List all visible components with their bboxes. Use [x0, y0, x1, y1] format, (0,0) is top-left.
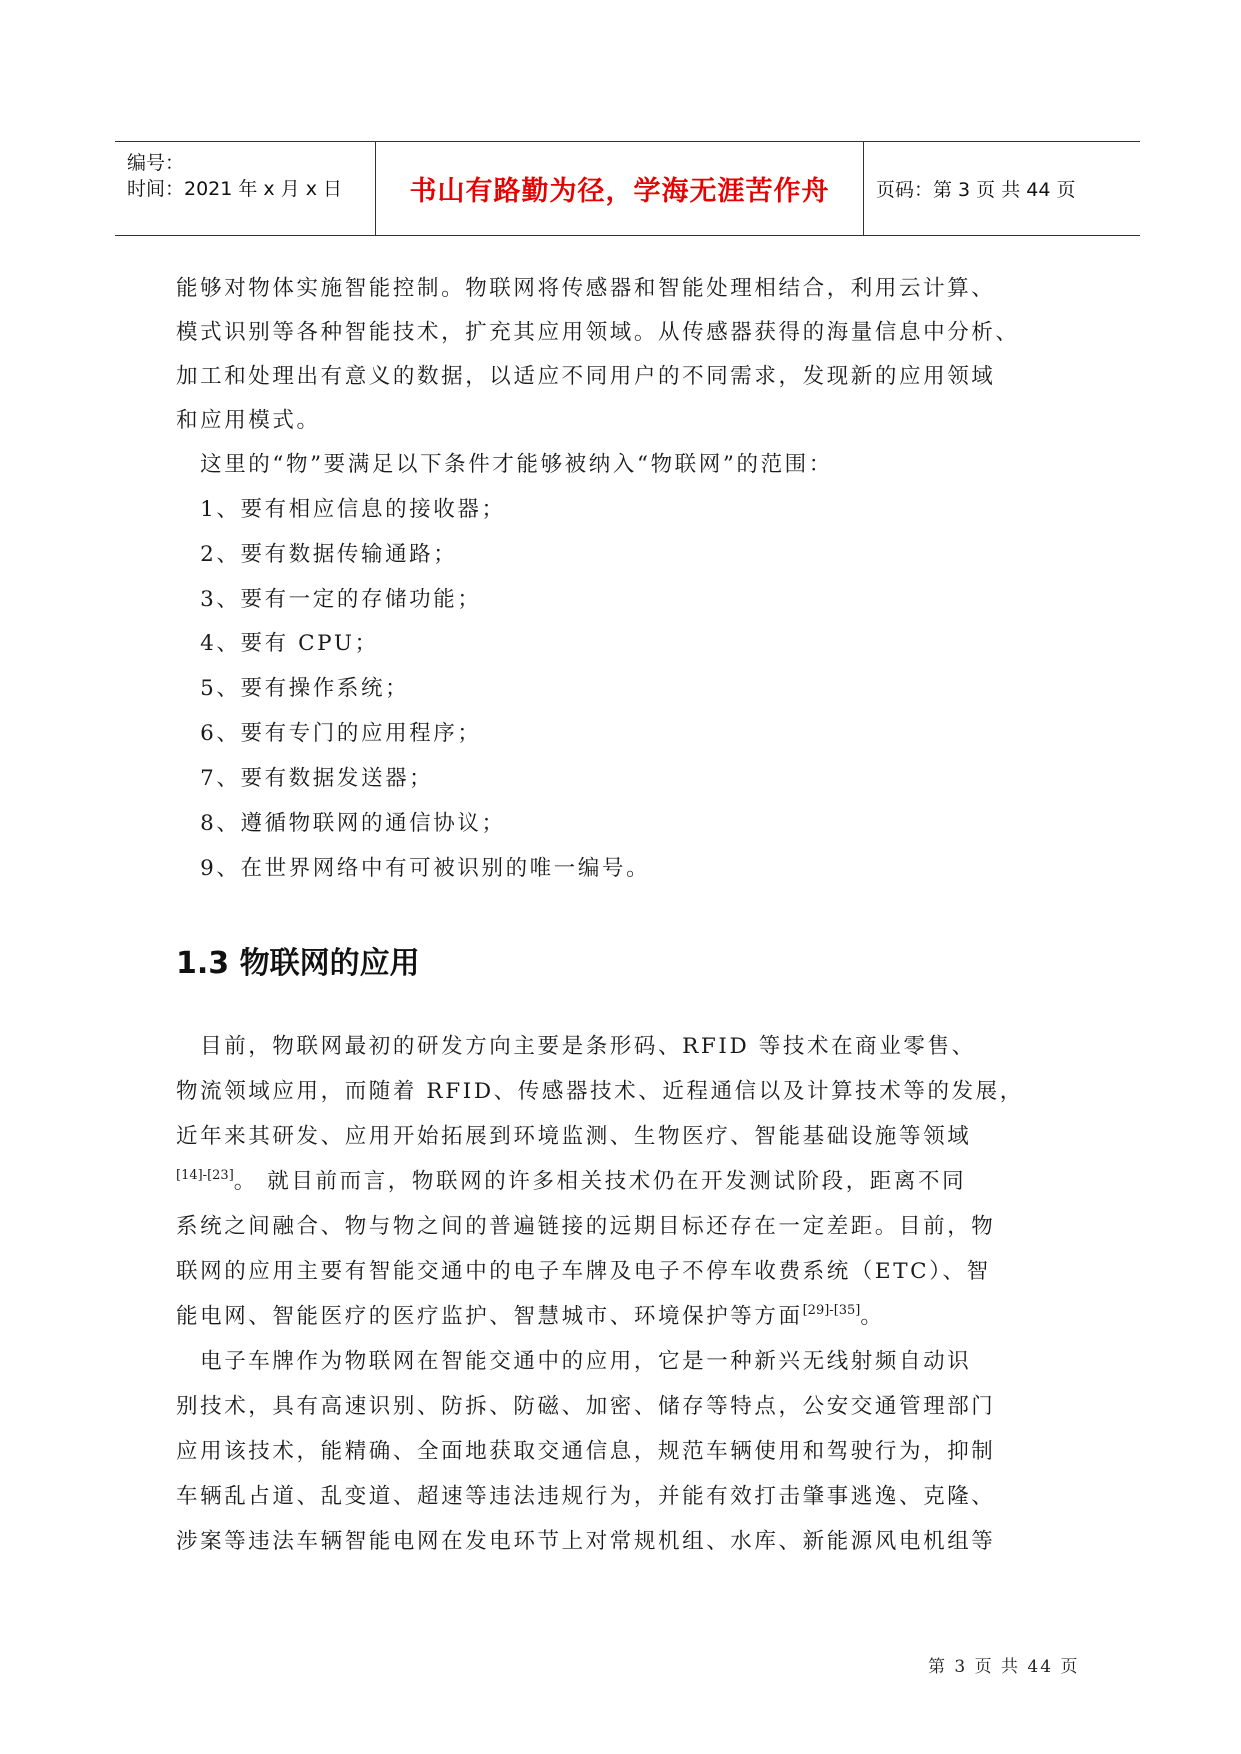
condition-item: 9、在世界网络中有可被识别的唯一编号。	[176, 856, 651, 881]
condition-item: 5、要有操作系统；	[176, 676, 410, 701]
page-footer: 第 3 页 共 44 页	[928, 1657, 1080, 1677]
body-line: 模式识别等各种智能技术，扩充其应用领域。从传感器获得的海量信息中分析、	[176, 320, 1020, 345]
header-time-label: 时间：2021 年 x 月 x 日	[127, 178, 343, 200]
body-line: 别技术，具有高速识别、防拆、防磁、加密、储存等特点，公安交通管理部门	[176, 1394, 996, 1419]
citation-ref: [29]-[35]	[802, 1303, 861, 1318]
condition-item: 7、要有数据发送器；	[176, 766, 434, 791]
body-line: 电子车牌作为物联网在智能交通中的应用，它是一种新兴无线射频自动识	[176, 1349, 972, 1374]
header-motto: 书山有路勤为径，学海无涯苦作舟	[375, 142, 864, 235]
page-header	[115, 141, 1140, 236]
condition-item: 3、要有一定的存储功能；	[176, 587, 482, 612]
body-line	[176, 1164, 966, 1195]
body-line-text: 。 就目前而言，物联网的许多相关技术仍在开发测试阶段，距离不同	[233, 1169, 967, 1194]
header-number-label: 编号：	[127, 152, 185, 174]
body-line-end: 。	[860, 1304, 885, 1329]
body-line: 应用该技术，能精确、全面地获取交通信息，规范车辆使用和驾驶行为，抑制	[176, 1439, 996, 1464]
body-line: 物流领域应用，而随着 RFID、传感器技术、近程通信以及计算技术等的发展，	[176, 1079, 1024, 1104]
header-page-info: 页码：第 3 页 共 44 页	[876, 179, 1076, 201]
body-line-text: 能电网、智能医疗的医疗监护、智慧城市、环境保护等方面	[176, 1304, 803, 1329]
body-line: 涉案等违法车辆智能电网在发电环节上对常规机组、水库、新能源风电机组等	[176, 1529, 996, 1554]
condition-item: 4、要有 CPU；	[176, 631, 379, 656]
body-line: 目前，物联网最初的研发方向主要是条形码、RFID 等技术在商业零售、	[176, 1034, 976, 1059]
body-line: 近年来其研发、应用开始拓展到环境监测、生物医疗、智能基础设施等领域	[176, 1124, 972, 1149]
condition-item: 2、要有数据传输通路；	[176, 542, 458, 567]
body-line: 和应用模式。	[176, 408, 321, 433]
body-line: 加工和处理出有意义的数据，以适应不同用户的不同需求，发现新的应用领域	[176, 364, 996, 389]
body-line: 系统之间融合、物与物之间的普遍链接的远期目标还存在一定差距。目前，物	[176, 1214, 996, 1239]
body-line: 能够对物体实施智能控制。物联网将传感器和智能处理相结合，利用云计算、	[176, 276, 996, 301]
section-heading: 1.3 物联网的应用	[176, 946, 420, 981]
condition-item: 6、要有专门的应用程序；	[176, 721, 482, 746]
body-line	[176, 1299, 884, 1330]
body-line: 车辆乱占道、乱变道、超速等违法违规行为，并能有效打击肇事逃逸、克隆、	[176, 1484, 996, 1509]
conditions-intro: 这里的“物”要满足以下条件才能够被纳入“物联网”的范围：	[176, 452, 833, 477]
citation-ref: [14]-[23]	[176, 1168, 234, 1183]
condition-item: 1、要有相应信息的接收器；	[176, 497, 506, 522]
body-line: 联网的应用主要有智能交通中的电子车牌及电子不停车收费系统（ETC）、智	[176, 1259, 991, 1284]
condition-item: 8、遵循物联网的通信协议；	[176, 811, 506, 836]
header-meta	[115, 142, 375, 235]
